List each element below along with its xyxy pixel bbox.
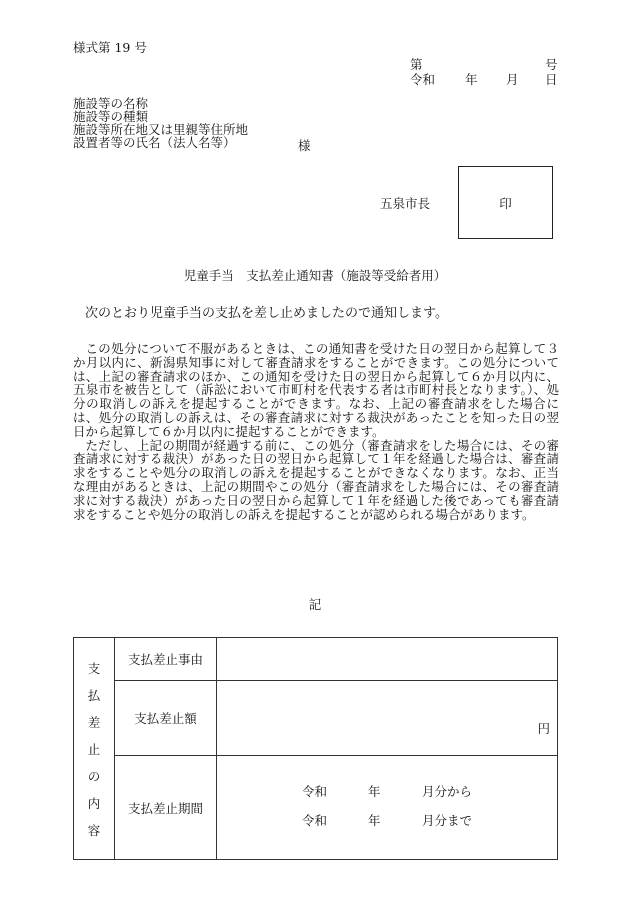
ki-heading: 記 xyxy=(308,597,322,612)
amount-label: 支払差止額 xyxy=(115,681,217,756)
vertical-char: 容 xyxy=(87,822,101,838)
document-title: 児童手当 支払差止通知書（施設等受給者用） xyxy=(183,268,447,283)
vertical-char: 止 xyxy=(87,741,101,757)
period-to-month: 月分まで xyxy=(422,813,473,828)
honorific: 様 xyxy=(298,138,311,153)
date-year-label: 年 xyxy=(465,72,478,87)
vertical-char: の xyxy=(87,768,101,784)
seal-label: 印 xyxy=(499,195,512,211)
period-value xyxy=(217,756,558,860)
date-era: 令和 xyxy=(410,72,436,87)
period-from-year: 年 xyxy=(368,784,381,799)
yen-unit: 円 xyxy=(537,721,550,736)
amount-value xyxy=(217,681,558,756)
date-month-label: 月 xyxy=(506,72,519,87)
notice-paragraph: ただし、上記の期間が経過する前に、この処分（審査請求をした場合には、その審査請求に対する裁決）があった日の翌日から起算して１年を経過した場合は、審査請求をすることや処分の取消しの訴えを提起することができなくなります。なお、正当な理由があるときは、上記の期間やこの処分（審査請求をした場合には、その審査請求に対する裁決）があった日の翌日から起算して１年を経過した後であっても審査請求をすることや処分の取消しの訴えを提起することが認められる場合があります。 xyxy=(73,437,559,522)
vertical-char: 差 xyxy=(87,714,101,730)
document-number-prefix: 第 xyxy=(410,57,423,72)
period-label: 支払差止期間 xyxy=(115,756,217,860)
period-to-era: 令和 xyxy=(302,813,328,828)
form-number: 様式第 19 号 xyxy=(73,40,147,55)
addressee-block xyxy=(73,97,248,149)
appeal-notice xyxy=(73,342,559,521)
intro-text: 次のとおり児童手当の支払を差し止めましたので通知します。 xyxy=(85,306,448,321)
notice-paragraph: この処分について不服があるときは、この通知書を受けた日の翌日から起算して３か月以内に、新潟県知事に対して審査請求をすることができます。この処分については、上記の審査請求のほか、この通知を受けた日の翌日から起算して６か月以内に、五泉市を被告として（訴訟において市町村を代表する者は市町村長となります。）、処分の取消しの訴えを提起することができます。なお、上記の審査請求をした場合には、処分の取消しの訴えは、その審査請求に対する裁決があったことを知った日の翌日から起算して６か月以内に提起することができます。 xyxy=(73,341,559,439)
facility-type-label: 施設等の種類 xyxy=(73,109,149,124)
vertical-char: 支 xyxy=(87,660,101,676)
reason-label: 支払差止事由 xyxy=(115,638,217,681)
details-vertical-header xyxy=(74,638,115,860)
facility-name-label: 施設等の名称 xyxy=(73,96,149,111)
vertical-char: 内 xyxy=(87,795,101,811)
reason-value xyxy=(217,638,558,681)
seal-box xyxy=(458,166,553,239)
period-to-year: 年 xyxy=(368,813,381,828)
issuer-title: 五泉市長 xyxy=(380,196,431,211)
period-from-era: 令和 xyxy=(302,784,328,799)
document-number-suffix: 号 xyxy=(545,57,558,72)
details-table xyxy=(73,637,558,860)
period-from-month: 月分から xyxy=(422,784,473,799)
vertical-char: 払 xyxy=(87,687,101,703)
facility-address-label: 施設等所在地又は里親等住所地 xyxy=(73,122,249,137)
operator-name-label: 設置者等の氏名（法人名等） xyxy=(73,135,236,150)
date-day-label: 日 xyxy=(545,72,558,87)
